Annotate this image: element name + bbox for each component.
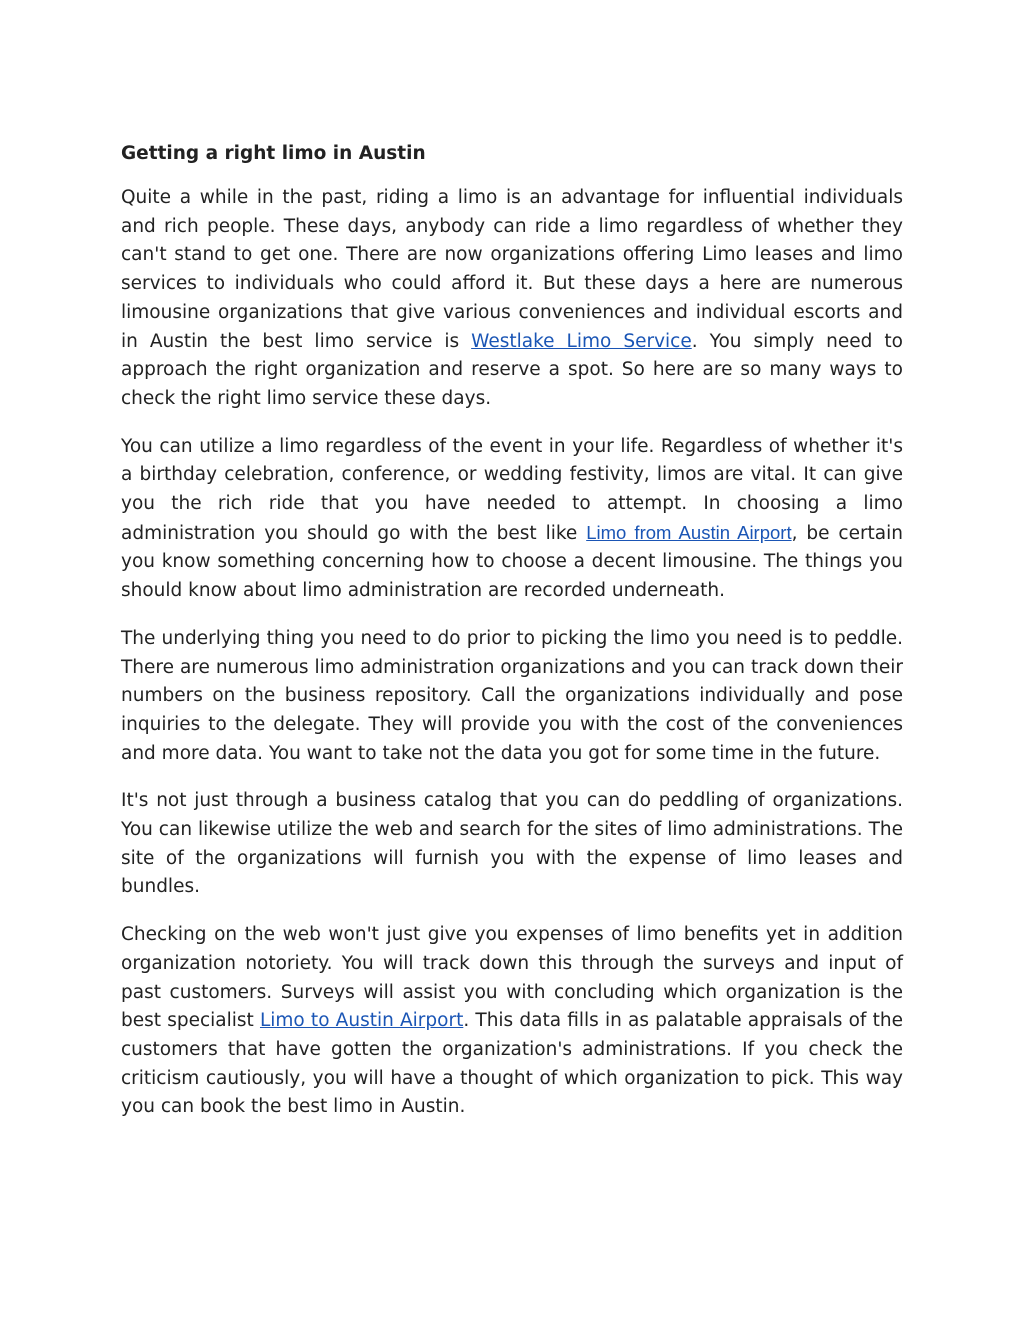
document-title: Getting a right limo in Austin	[121, 143, 426, 164]
paragraph-5-text-after: . This data fills in as palatable appraisals of the customers that have gotten the organization's administrations. If you check the criticism cautiously, you will have a thought of which organization to pick. This way you can book the best limo in Austin.	[121, 1010, 903, 1118]
paragraph-5-text-before: Checking on the web won't just give you expenses of limo benefits yet in addition organization notoriety. You will track down this through the surveys and input of past customers. Surveys will assist you with concluding which organization is the best specialist	[121, 924, 903, 1032]
paragraph-5	[121, 921, 903, 1122]
paragraph-2-text-before: You can utilize a limo regardless of the event in your life. Regardless of whether it's a birthday celebration, conference, or wedding festivity, limos are vital. It can give you the rich ride that you have needed to attempt. In choosing a limo administration you should go with the best like	[121, 435, 903, 544]
limo-from-austin-airport-link[interactable]: Limo from Austin Airport	[586, 521, 792, 543]
paragraph-2-text-after: , be certain you know something concerning how to choose a decent limousine. The things you should know about limo administration are recorded underneath.	[121, 522, 904, 602]
limo-to-austin-airport-link[interactable]: Limo to Austin Airport	[259, 1010, 464, 1032]
paragraph-3: The underlying thing you need to do prior to picking the limo you need is to peddle. There are numerous limo administration organizations and you can track down their numbers on the business repository. Call the organizations individually and pose inquiries to the delegate. They will provide you with the cost of the conveniences and more data. You want to take not the data you got for some time in the future.	[121, 627, 903, 764]
westlake-limo-service-link[interactable]: Westlake Limo Service	[471, 330, 692, 352]
paragraph-1	[121, 184, 903, 414]
paragraph-1-text-before: Quite a while in the past, riding a limo is an advantage for influential individuals and rich people. These days, anybody can ride a limo regardless of whether they can't stand to get one. There are now organizations offering Limo leases and limo services to individuals who could afford it. But these days a here are numerous limousine organizations that give various conveniences and individual escorts and in Austin the best limo service is	[121, 187, 903, 352]
document-page	[121, 140, 903, 1141]
paragraph-4: It's not just through a business catalog that you can do peddling of organizations. You can likewise utilize the web and search for the sites of limo administrations. The site of the organizations will furnish you with the expense of limo leases and bundles.	[121, 790, 903, 898]
paragraph-1-text-after: . You simply need to approach the right organization and reserve a spot. So here are so many ways to check the right limo service these days.	[121, 330, 903, 409]
paragraph-2	[121, 433, 903, 606]
